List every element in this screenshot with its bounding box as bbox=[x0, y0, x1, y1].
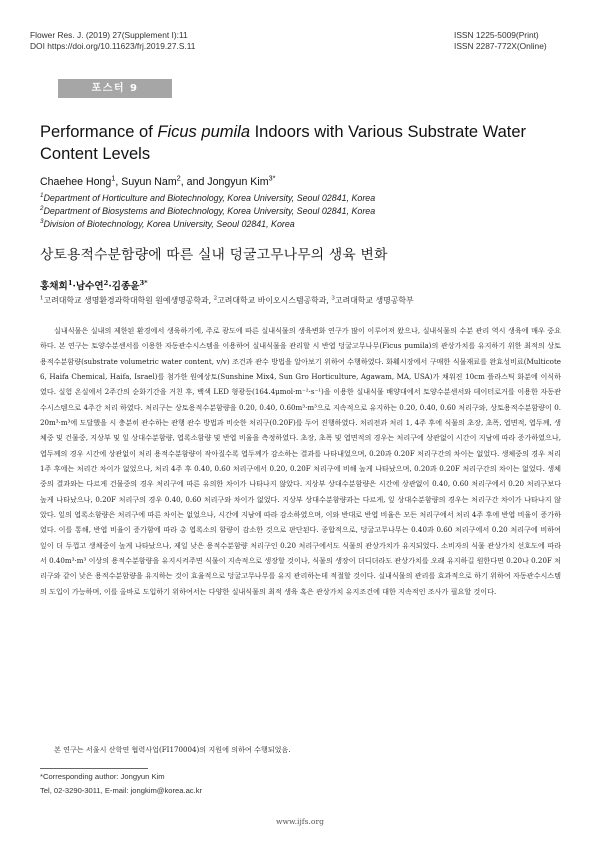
paper-title-en bbox=[40, 121, 570, 165]
affiliation-text: 고려대학교 생명공학부 bbox=[334, 296, 414, 305]
affiliation-text: Department of Horticulture and Biotechnology, Korea University, Seoul 02841, Korea bbox=[43, 193, 376, 203]
author-sup: 3* bbox=[268, 173, 276, 183]
affiliation-sup: 1 bbox=[40, 295, 44, 302]
poster-number-banner: 포스터 9 bbox=[58, 79, 172, 98]
author-sup: 2 bbox=[176, 173, 181, 183]
author-sup: 1 bbox=[111, 173, 116, 183]
issn-online: ISSN 2287-772X(Online) bbox=[454, 41, 547, 51]
affiliation-en-3 bbox=[40, 219, 295, 229]
journal-header bbox=[30, 30, 195, 52]
corresponding-author: *Corresponding author: Jongyun Kim bbox=[40, 772, 165, 781]
author-list-en: Chaehee Hong$^1$, Suyun Nam$^2$, and Jongyun Kim$^{3*}$ bbox=[40, 173, 276, 188]
author-name: and Jongyun Kim bbox=[186, 176, 269, 188]
journal-url[interactable]: www.ijfs.org bbox=[276, 817, 324, 826]
affiliation-sup: 2 bbox=[213, 295, 218, 302]
affiliation-text: 고려대학교 바이오시스템공학과, bbox=[217, 296, 329, 305]
journal-citation: Flower Res. J. (2019) 27(Supplement I):11 bbox=[30, 30, 188, 40]
title-part1: Performance of bbox=[40, 123, 158, 141]
title-part2: Indoors with Various Substrate Water Content Levels bbox=[40, 123, 527, 163]
footnote-divider bbox=[40, 768, 148, 769]
affiliation-text: Department of Biosystems and Biotechnology, Korea University, Seoul 02841, Korea bbox=[43, 206, 376, 216]
affiliation-list-ko bbox=[40, 295, 414, 306]
author-list-ko: 홍채희$^1$·남수연$^2$·김종윤$^{3*}$ bbox=[40, 278, 148, 292]
author-name: 남수연 bbox=[75, 281, 104, 292]
issn-print: ISSN 1225-5009(Print) bbox=[454, 30, 539, 40]
affiliation-text: 고려대학교 생명환경과학대학원 원예생명공학과, bbox=[43, 296, 212, 305]
affiliation-text: Division of Biotechnology, Korea University, Seoul 02841, Korea bbox=[43, 219, 295, 229]
author-sup: 2 bbox=[103, 278, 109, 287]
author-name: 김종윤 bbox=[111, 281, 140, 292]
title-species: Ficus pumila bbox=[157, 123, 251, 141]
affiliation-sup: 2 bbox=[40, 205, 44, 213]
abstract-body: 실내식물은 실내의 제한된 환경에서 생육하기에, 주로 광도에 따른 실내식물의 생육변화 연구가 많이 이루어져 왔으나, 실내식물의 수분 관리 역시 생육에 매우 중요하다. 본 연구는 토양수분센서를 이용한 자동관수시스템을 이용하여 실내식물을 관리할 시 반엽 덩굴고무나무(Ficus pumila)의 관상가치를 유지하기 위한 최적의 상토용적수분함량(substrate volumetric water content, v/v) 조건과 관수 방법을 알아보기 위하여 수행하였다. 화훼시장에서 구매한 식물재료를 완효성비료(Multicote 6, Haifa Chemical, Haifa, Israel)를 첨가한 원예상토(Sunshine Mix4, Sun Gro Horticulture, Agawam, MA, USA)가 채워진 10cm 플라스틱 화분에 이식하였다. 실험 온실에서 2주간의 순화기간을 거친 후, 백색 LED 형광등(164.4μmol·m⁻²·s⁻¹)을 이용한 실내식물 배양대에서 토양수분센서와 데이터로거를 이용한 자동관수시스템으로 4주간 처리 하였다. 처리구는 상토용적수분함량을 0.20, 0.40, 0.60m³·m³으로 지속적으로 유지하는 0.20, 0.40, 0.60 처리구와, 상토용적수분함량이 0.20m³·m³에 도달했을 시 충분히 관수하는 관행 관수 방법과 비슷한 처리구(0.20F)를 두어 진행하였다. 처리전과 처리 1, 4주 후에 식물의 초장, 초폭, 엽면적, 엽두께, 생체중 및 건물중, 지상부 및 잎 상대수분함량, 엽록소함량 및 반엽 비율을 측정하였다. 초장, 초폭 및 엽면적의 경우는 처리구에 상관없이 시간이 지남에 따라 증가하였으나, 엽두께의 경우 시간에 상관없이 처리 용적수분함량이 작아질수록 엽두께가 감소하는 결과를 나타내었으며, 0.20과 0.20F 처리구간의 차이는 없었다. 생체중의 경우 처리 1주 후에는 처리간 차이가 없었으나, 처리 4주 후 0.40, 0.60 처리구에서 0.20, 0.20F 처리구에 비해 높게 나타났으며, 0.20과 0.20F 처리구간의 차이는 없었다. 생체중의 결과와는 다르게 건물중의 경우 처리구에 따른 유의한 차이가 나타나지 않았다. 지상부 상대수분함량은 시간에 상관없이 0.40, 0.60 처리구에서 0.20 처리구보다 높게 나타났으나, 0.20F 처리구의 경우 0.40, 0.60 처리구와 차이가 없었다. 지상부 상대수분함량과는 다르게, 잎 상대수분함량의 경우는 처리구간 차이가 나타나지 않았다. 잎의 엽록소함량은 처리구에 따른 차이는 없었으나, 시간에 지남에 따라 감소하였으며, 이와 반대로 반엽 비율은 모든 처리구에서 처리 4주 후에 반엽 비율이 증가하였다. 이를 통해, 반엽 비율이 증가함에 따라 총 엽록소의 함량이 감소한 것으로 판단된다. 종합적으로, 덩굴고무나무는 0.40과 0.60 처리구에서 0.20 처리구에 비하여 잎이 더 두껍고 생체중이 높게 나타났으나, 제일 낮은 용적수분함량 처리구인 0.20 처리구에서도 식물의 관상가치가 유지되었다. 소비자의 식물 관상가치 선호도에 따라서 0.40m³·m³ 이상의 용적수분함량을 유지시켜주면 식물이 지속적으로 생장할 것이나, 식물의 생장이 더디더라도 관상가치를 오래 유지하길 원한다면 0.20나 0.20F 처리구와 같이 낮은 용적수분함량을 유지하는 것이 효율적으로 덩굴고무나무를 유지 관리하는데 적절할 것이다. 실내식물의 관리를 효과적으로 하기 위하여 자동관수시스템의 도입이 가능하며, 이를 올바로 도입하기 위하여서는 다양한 실내식물의 최적 생육 혹은 관상가치 유지조건에 대한 지속적인 조사가 필요할 것이다. bbox=[40, 326, 561, 596]
affiliation-sup: 1 bbox=[40, 192, 44, 200]
affiliation-en-1 bbox=[40, 193, 375, 203]
author-name: Suyun Nam bbox=[121, 176, 177, 188]
affiliation-sup: 3 bbox=[40, 218, 44, 226]
affiliation-en-2 bbox=[40, 206, 375, 216]
affiliation-sup: 3 bbox=[331, 295, 335, 302]
author-name: Chaehee Hong bbox=[40, 176, 112, 188]
author-name: 홍채희 bbox=[40, 281, 68, 292]
author-sup: 3* bbox=[139, 278, 148, 287]
paper-title-ko: 상토용적수분함량에 따른 실내 덩굴고무나무의 생육 변화 bbox=[40, 247, 388, 263]
author-sup: 1 bbox=[67, 278, 73, 287]
issn-block bbox=[454, 30, 566, 52]
contact-info: Tel, 02-3290-3011, E-mail: jongkim@korea.ac.kr bbox=[40, 786, 203, 795]
doi-line[interactable]: DOI https://doi.org/10.11623/frj.2019.27.S.11 bbox=[30, 41, 196, 51]
acknowledgement: 본 연구는 서울시 산학연 협력사업(FI170004)의 지원에 의하여 수행되었음. bbox=[54, 745, 291, 754]
